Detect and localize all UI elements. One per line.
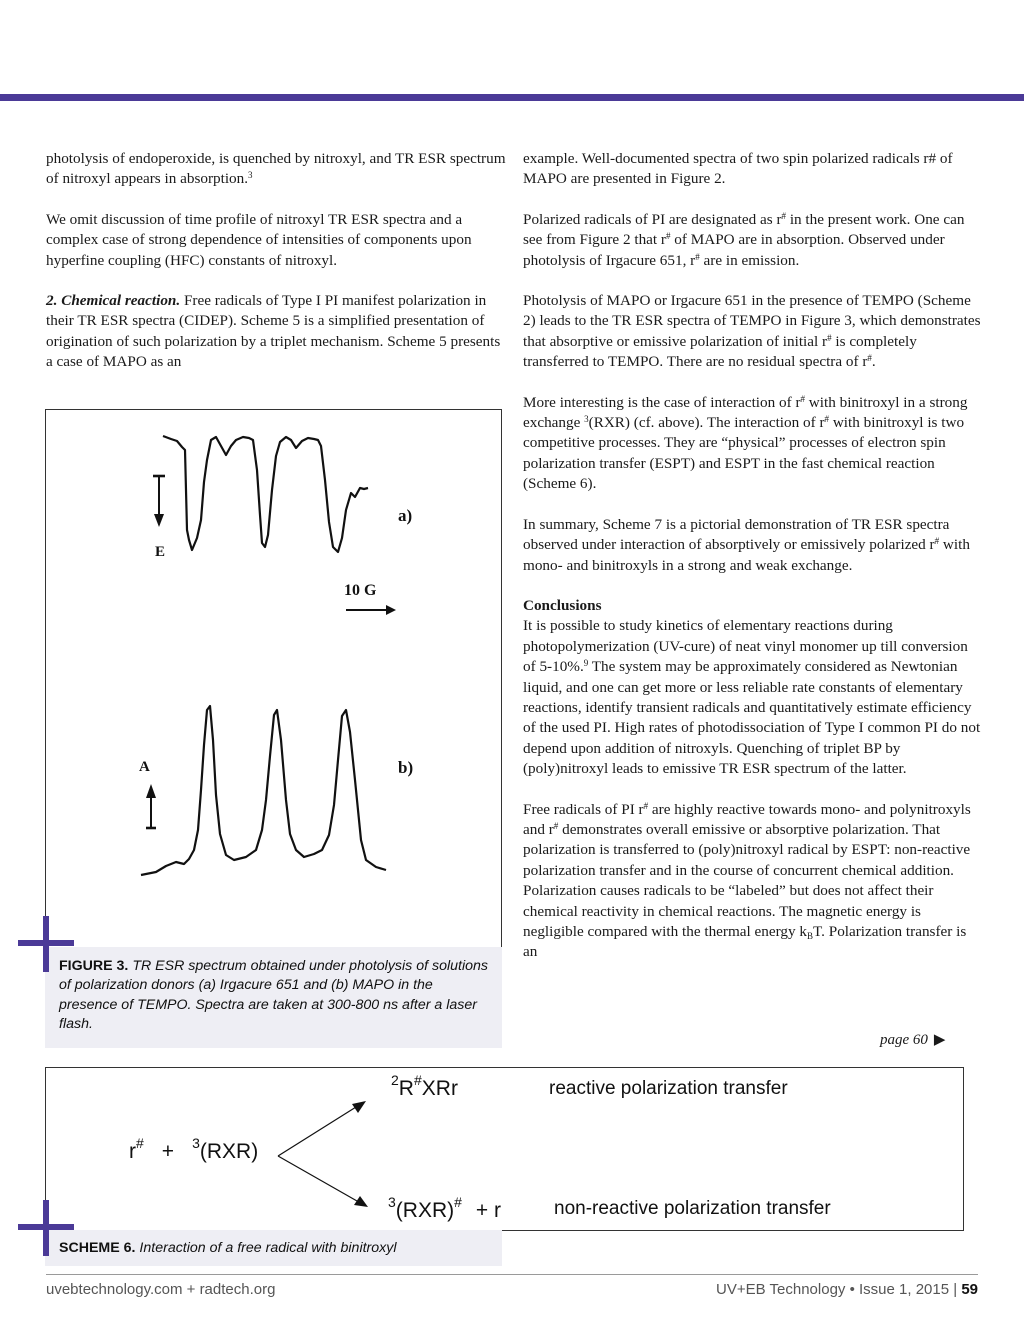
- paragraph: We omit discussion of time profile of nitroxyl TR ESR spectra and a complex case of strong dependence of intensities of components upon hyperfine coupling (HFC) constants of nitroxyl.: [46, 210, 472, 269]
- nonreactive-transfer-label: non-reactive polarization transfer: [554, 1198, 831, 1219]
- paragraph: example. Well-documented spectra of two spin polarized radicals r# of MAPO are presented in Figure 2.: [523, 150, 953, 188]
- paragraph: Photolysis of MAPO or Irgacure 651 in the presence of TEMPO (Scheme 2) leads to the TR ESR spectra of TEMPO in Figure 3, which demonstrates that absorptive or emissive polarization of initial r# is completely transferred to TEMPO. There are no residual spectra of r#.: [523, 292, 981, 371]
- scheme-6-caption: SCHEME 6. Interaction of a free radical with binitroxyl: [59, 1240, 397, 1256]
- scheme-6: [45, 1067, 964, 1231]
- spectrum-b-trace: [141, 706, 386, 875]
- continued-page-link[interactable]: page 60 ▶: [880, 1032, 946, 1048]
- paragraph: Conclusions It is possible to study kinetics of elementary reactions during photopolymerization (UV-cure) of neat vinyl monomer up till conversion of 5-10%.$^9$ The system may be approximately considered as Newtonian liquid, and one can get more or less reliable rate constants of elementary reactions, identify transient radicals and quantitatively estimate efficiency of the used PI. High rates of photodissociation of Type I common PI do not depend upon addition of nitroxyls. Quenching of triplet BP by (poly)nitroxyl leads to emissive TR ESR spectrum of the latter.: [523, 596, 981, 778]
- reactive-transfer-label: reactive polarization transfer: [549, 1078, 788, 1099]
- paragraph: In summary, Scheme 7 is a pictorial demonstration of TR ESR spectra observed under interaction of absorptively or emissively polarized r# with mono- and binitroxyls in a strong and weak exchange.: [523, 515, 970, 574]
- section-heading-chemical-reaction: 2. Chemical reaction.: [46, 292, 181, 310]
- paragraph: More interesting is the case of interaction of r# with binitroxyl in a strong exchange $^3$(RXR) (cf. above). The interaction of r# with binitroxyl is two competitive processes. They are “physical” processes of electron spin polarization transfer (ESPT) and ESPT in the fast chemical reaction (Scheme 6).: [523, 393, 968, 493]
- spectrum-b-label: b): [398, 758, 414, 777]
- figure-3: [45, 409, 502, 948]
- spectrum-a-trace: [163, 436, 368, 552]
- figure-3-caption: FIGURE 3. TR ESR spectrum obtained under photolysis of solutions of polarization donors (a) Irgacure 651 and (b) MAPO in the presence of TEMPO. Spectra are taken at 300-800 ns after a laser flash.: [59, 958, 488, 1033]
- scheme-reactants: r# + $^3$(RXR): [129, 1135, 259, 1163]
- spectrum-a-label: a): [398, 506, 413, 525]
- absorption-label: A: [139, 759, 150, 775]
- paragraph: Free radicals of PI r# are highly reactive towards mono- and polynitroxyls and r# demonstrates overall emissive or absorptive polarization. That polarization is transferred to (poly)nitroxyl radical by ESPT: non-reactive polarization transfer and in the course of concurrent chemical addition. Polarization causes radicals to be “labeled” but does not affect their chemical reactivity in chemical reactions. The magnetic energy is negligible compared with the thermal energy $k_BT$. Polarization transfer is an: [523, 800, 971, 961]
- conclusions-heading: Conclusions: [523, 596, 602, 614]
- footer-websites[interactable]: uvebtechnology.com + radtech.org: [46, 1281, 276, 1298]
- right-text-column: [523, 149, 983, 983]
- header-accent-rule: [0, 94, 1024, 101]
- scheme-product-nonreactive: $^3$(RXR)# + r: [388, 1194, 502, 1222]
- arrow-right-icon: ▶: [933, 1032, 946, 1048]
- page-number: 59: [961, 1281, 978, 1298]
- emission-label: E: [155, 544, 166, 560]
- left-text-column: [46, 149, 506, 393]
- scheme-product-reactive: $^2$R#XRr: [391, 1072, 458, 1100]
- paragraph: 2. Chemical reaction. Free radicals of Type I PI manifest polarization in their TR ESR spectra (CIDEP). Scheme 5 is a simplified presentation of origination of such polarization by a triplet mechanism. Scheme 5 presents a case of MAPO as an: [46, 292, 501, 371]
- footer-rule: [46, 1274, 978, 1275]
- footer-publication: UV+EB Technology • Issue 1, 2015 | 59: [716, 1281, 978, 1298]
- paragraph: Polarized radicals of PI are designated as r# in the present work. One can see from Figure 2 that r# of MAPO are in absorption. Observed under photolysis of Irgacure 651, r# are in emission.: [523, 210, 965, 269]
- scale-label: 10 G: [344, 582, 377, 599]
- paragraph: photolysis of endoperoxide, is quenched by nitroxyl, and TR ESR spectrum of nitroxyl appears in absorption.$^3$: [46, 150, 506, 188]
- esr-spectra-plot: [46, 410, 501, 947]
